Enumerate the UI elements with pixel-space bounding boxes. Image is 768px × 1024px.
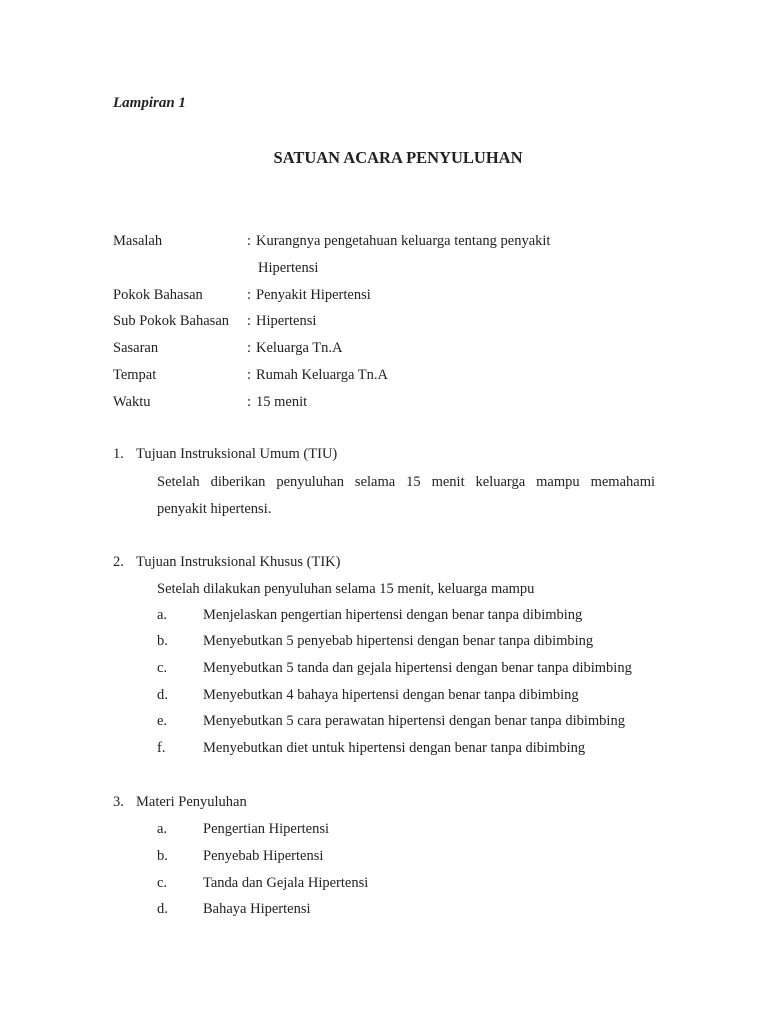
list-item: Menyebutkan 5 penyebab hipertensi dengan benar tanpa dibimbing	[203, 633, 594, 649]
section-number: 1.	[113, 446, 124, 462]
list-letter: b.	[157, 848, 168, 864]
info-value: Penyakit Hipertensi	[256, 287, 371, 303]
info-label: Masalah	[113, 233, 163, 249]
section-heading: Materi Penyuluhan	[136, 794, 247, 810]
info-value: 15 menit	[256, 394, 308, 410]
list-item: Menyebutkan 5 cara perawatan hipertensi dengan benar tanpa dibimbing	[203, 713, 625, 729]
list-letter: d.	[157, 901, 168, 917]
section-heading: Tujuan Instruksional Umum (TIU)	[136, 446, 338, 462]
section-paragraph: Setelah diberikan penyuluhan selama 15 menit keluarga mampu memahami	[157, 474, 655, 490]
info-label: Sub Pokok Bahasan	[113, 313, 229, 329]
list-item: Menyebutkan 5 tanda dan gejala hipertensi dengan benar tanpa dibimbing	[203, 660, 632, 676]
list-letter: b.	[157, 633, 168, 649]
info-value: Keluarga Tn.A	[256, 340, 343, 356]
list-letter: e.	[157, 713, 168, 729]
section-number: 2.	[113, 554, 124, 570]
list-item: Pengertian Hipertensi	[203, 821, 330, 837]
list-item: Penyebab Hipertensi	[203, 848, 324, 864]
list-letter: c.	[157, 875, 168, 891]
list-item: Menyebutkan 4 bahaya hipertensi dengan benar tanpa dibimbing	[203, 687, 579, 703]
info-label: Waktu	[113, 394, 151, 410]
list-letter: c.	[157, 660, 168, 676]
info-colon: :	[247, 340, 252, 356]
info-value-continued: Hipertensi	[258, 260, 319, 276]
info-colon: :	[247, 367, 252, 383]
info-colon: :	[247, 394, 252, 410]
document-title: SATUAN ACARA PENYULUHAN	[273, 148, 523, 167]
list-letter: a.	[157, 821, 168, 837]
list-item: Menjelaskan pengertian hipertensi dengan benar tanpa dibimbing	[203, 607, 583, 623]
appendix-label: Lampiran 1	[113, 95, 186, 111]
info-value: Kurangnya pengetahuan keluarga tentang penyakit	[256, 233, 551, 249]
info-colon: :	[247, 233, 252, 249]
section-heading: Tujuan Instruksional Khusus (TIK)	[136, 554, 341, 570]
list-item: Tanda dan Gejala Hipertensi	[203, 875, 369, 891]
info-label: Pokok Bahasan	[113, 287, 203, 303]
list-letter: d.	[157, 687, 168, 703]
list-item: Menyebutkan diet untuk hipertensi dengan benar tanpa dibimbing	[203, 740, 586, 756]
section-number: 3.	[113, 794, 124, 810]
list-letter: f.	[157, 740, 166, 756]
list-item: Bahaya Hipertensi	[203, 901, 311, 917]
info-value: Rumah Keluarga Tn.A	[256, 367, 388, 383]
info-label: Sasaran	[113, 340, 159, 356]
list-letter: a.	[157, 607, 168, 623]
section-intro: Setelah dilakukan penyuluhan selama 15 menit, keluarga mampu	[157, 581, 535, 597]
info-value: Hipertensi	[256, 313, 317, 329]
section-paragraph-end: penyakit hipertensi.	[157, 501, 272, 517]
info-label: Tempat	[113, 367, 157, 383]
info-colon: :	[247, 313, 252, 329]
info-colon: :	[247, 287, 252, 303]
